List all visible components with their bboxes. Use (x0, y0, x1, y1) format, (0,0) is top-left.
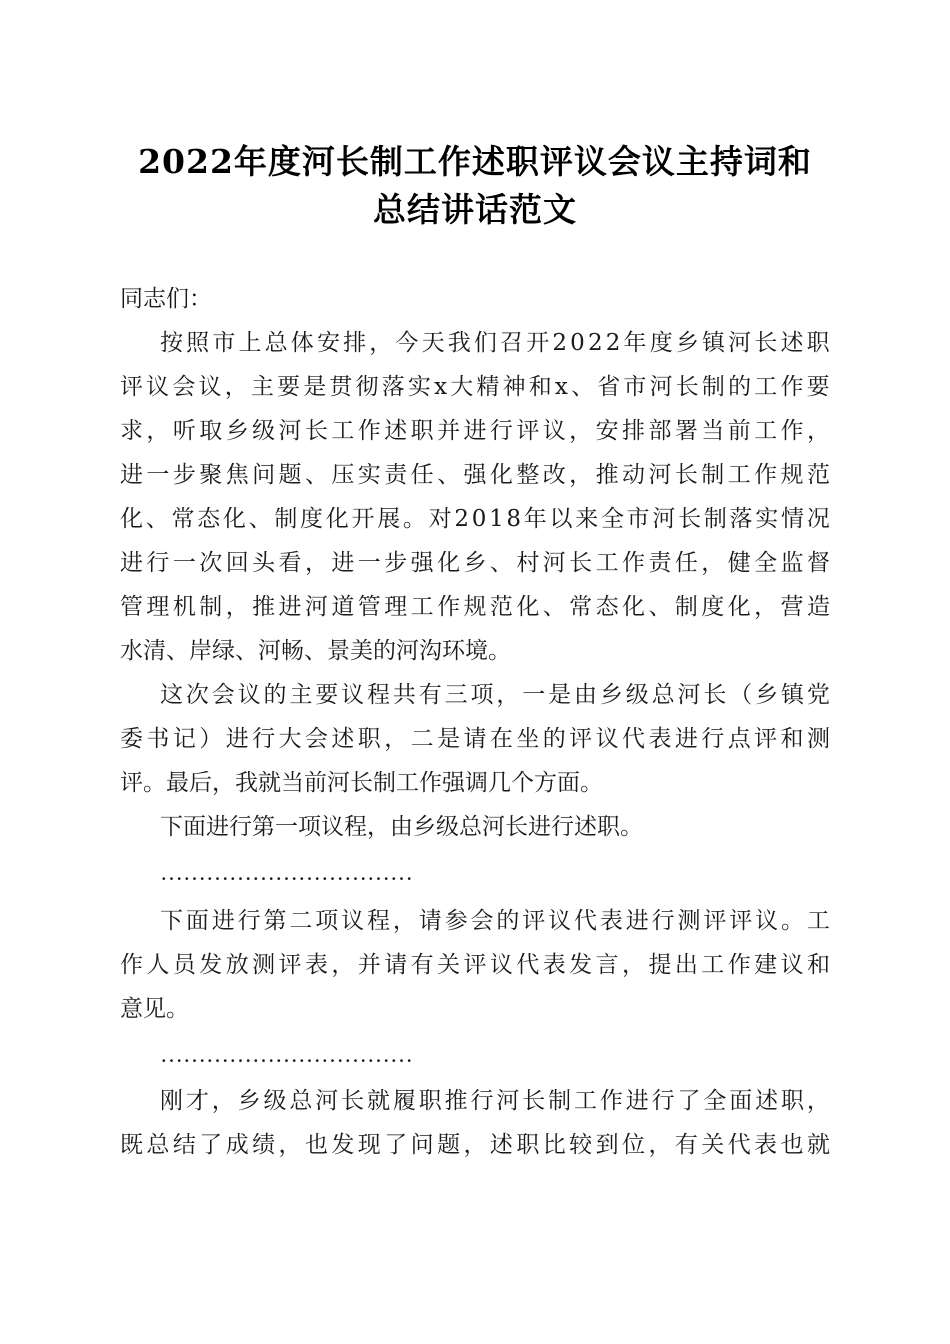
paragraph-1-line: 化 、 常 态 化 、 制 度 化 开 展 。 对 2 0 1 8 年 以 来 全 市 河 长 制 落 实 情 况 (120, 506, 830, 532)
paragraph-2-line: 委 书 记 ） 进 行 大 会 述 职 ， 二 是 请 在 坐 的 评 议 代 表 进 行 点 评 和 测 (120, 726, 830, 752)
salutation: 同志们： (120, 286, 212, 312)
paragraph-2-line: 评。最后，我就当前河长制工作强调几个方面。 (120, 770, 603, 796)
paragraph-1-line: 按 照 市 上 总 体 安 排 ， 今 天 我 们 召 开 2 0 2 2 年 度 乡 镇 河 长 述 职 (160, 330, 830, 356)
paragraph-1-line: 求 ， 听 取 乡 级 河 长 工 作 述 职 并 进 行 评 议 ， 安 排 部 署 当 前 工 作 ， (120, 418, 830, 444)
ellipsis-separator: …………………………… (160, 1042, 413, 1067)
paragraph-1-line: 进 行 一 次 回 头 看 ， 进 一 步 强 化 乡 、 村 河 长 工 作 责 任 ， 健 全 监 督 (120, 550, 830, 576)
document-title-line-1: 2022年度河长制工作述职评议会议主持词和 (138, 142, 812, 181)
paragraph-1-line: 评 议 会 议 ， 主 要 是 贯 彻 落 实 x 大 精 神 和 x 、 省 市 河 长 制 的 工 作 要 (120, 374, 830, 400)
paragraph-1-line: 进 一 步 聚 焦 问 题 、 压 实 责 任 、 强 化 整 改 ， 推 动 河 长 制 工 作 规 范 (120, 462, 830, 488)
paragraph-4-line: 作 人 员 发 放 测 评 表 ， 并 请 有 关 评 议 代 表 发 言 ， 提 出 工 作 建 议 和 (120, 952, 830, 978)
paragraph-5-line: 既 总 结 了 成 绩 ， 也 发 现 了 问 题 ， 述 职 比 较 到 位 ， 有 关 代 表 也 就 (120, 1132, 830, 1158)
paragraph-4-line: 下 面 进 行 第 二 项 议 程 ， 请 参 会 的 评 议 代 表 进 行 测 评 评 议 。 工 (160, 908, 830, 934)
paragraph-1-line: 水清、岸绿、河畅、景美的河沟环境。 (120, 638, 511, 664)
paragraph-2-line: 这 次 会 议 的 主 要 议 程 共 有 三 项 ， 一 是 由 乡 级 总 河 长 （ 乡 镇 党 (160, 682, 830, 708)
paragraph-1-line: 管 理 机 制 ， 推 进 河 道 管 理 工 作 规 范 化 、 常 态 化 、 制 度 化 ， 营 造 (120, 594, 830, 620)
paragraph-4-line: 意见。 (120, 996, 189, 1022)
paragraph-5-line: 刚 才 ， 乡 级 总 河 长 就 履 职 推 行 河 长 制 工 作 进 行 了 全 面 述 职 ， (160, 1088, 830, 1114)
ellipsis-separator: …………………………… (160, 860, 413, 885)
document-title-line-2: 总结讲话范文 (373, 190, 577, 229)
paragraph-3: 下面进行第一项议程，由乡级总河长进行述职。 (160, 814, 643, 840)
